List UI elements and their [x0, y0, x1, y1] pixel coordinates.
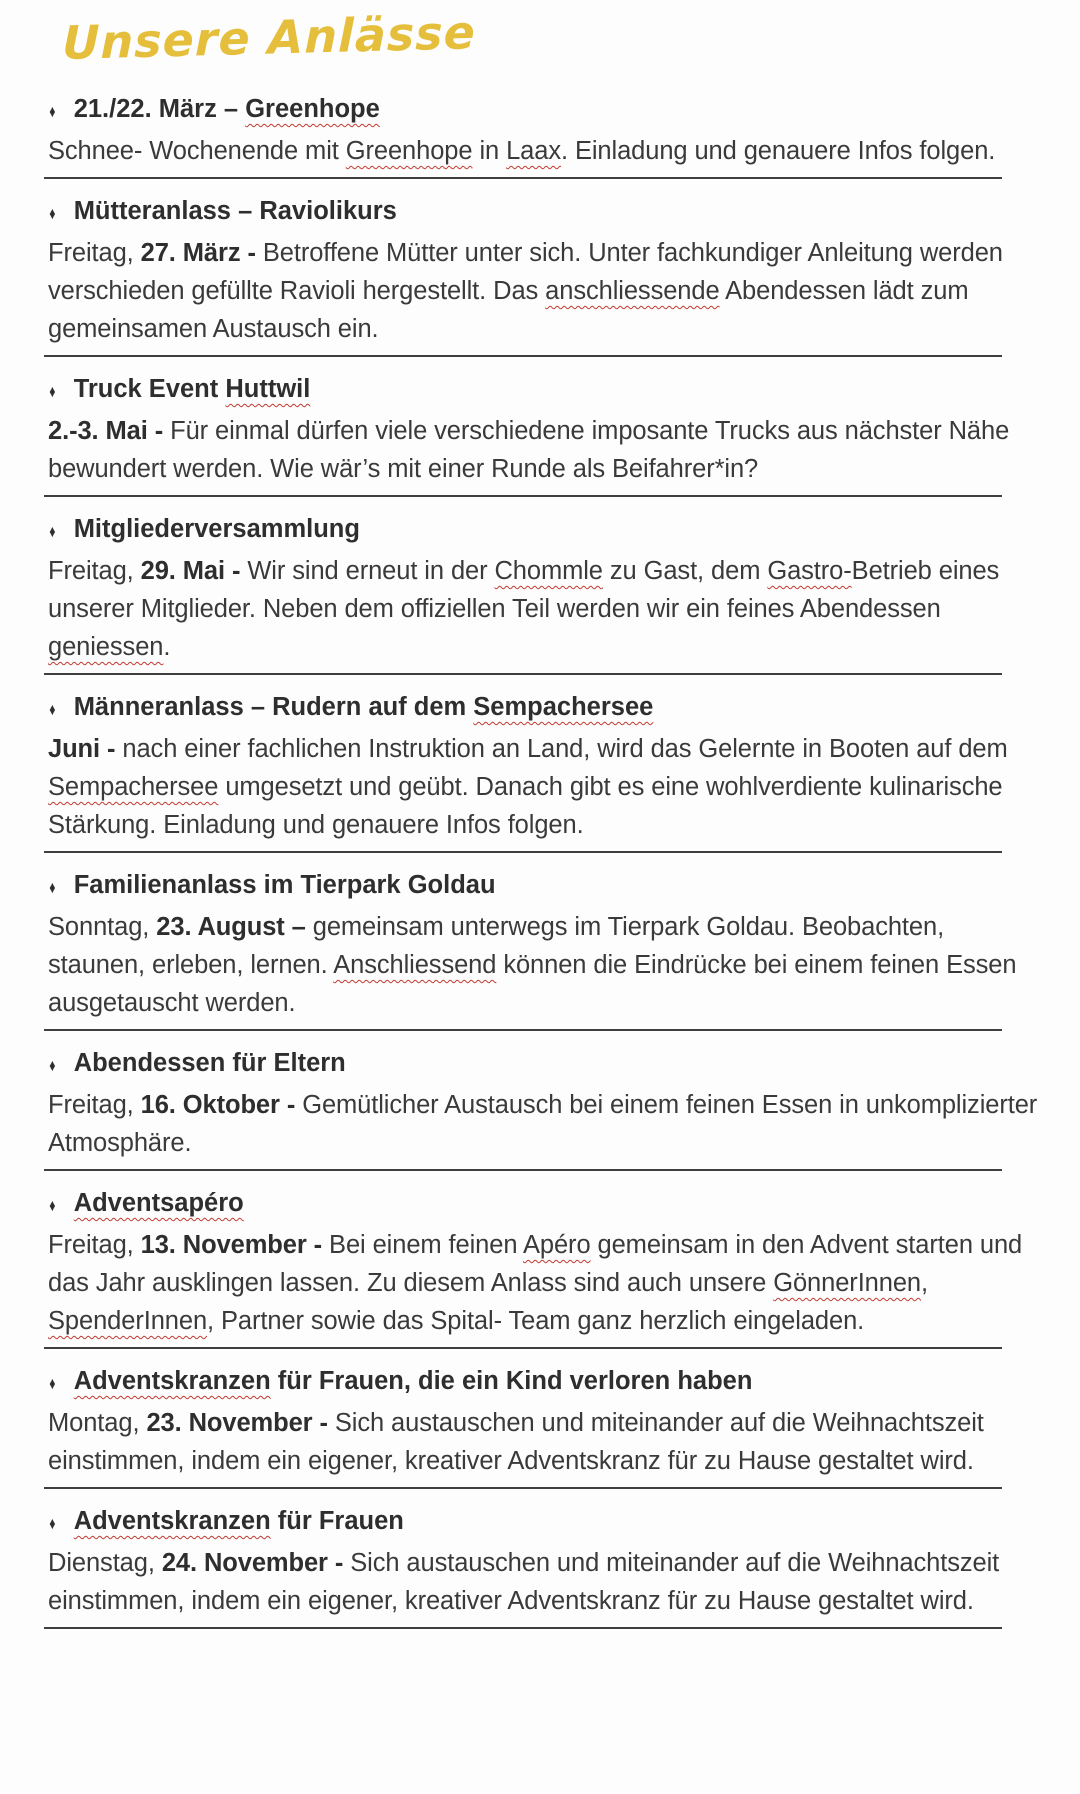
page-title: Unsere Anlässe [62, 5, 477, 71]
text-segment: für Frauen [270, 1507, 404, 1535]
text-segment: Mütteranlass – Raviolikurs [73, 197, 397, 225]
event-title [74, 1502, 404, 1540]
event-description [48, 552, 1046, 666]
section-divider [44, 673, 1002, 675]
event-description [48, 730, 1046, 844]
misspelled-word: Adventskranzen [73, 1367, 271, 1395]
event-item [48, 192, 1046, 357]
event-title [74, 688, 654, 726]
event-description [48, 1086, 1046, 1162]
event-heading [48, 1362, 1046, 1403]
text-segment: Abendessen lädt zum gemeinsamen Austausch ein. [48, 277, 969, 343]
misspelled-word: Adventsapéro [73, 1189, 244, 1217]
misspelled-word: GönnerInnen [773, 1269, 922, 1297]
event-heading [48, 370, 1046, 411]
text-segment: , [921, 1269, 929, 1297]
text-segment: Sich austauschen und miteinander auf die Weihnachtszeit einstimmen, indem ein eigener, kreativer Adventskranz für zu Hause gestaltet wird. [48, 1409, 984, 1475]
misspelled-word: Sempachersee [48, 773, 219, 801]
misspelled-word: Laax [506, 137, 561, 165]
event-heading [48, 1044, 1046, 1085]
event-title [74, 192, 397, 230]
misspelled-word: Apéro [522, 1231, 591, 1259]
event-heading [48, 1184, 1046, 1225]
text-segment: . Einladung und genauere Infos folgen. [560, 137, 996, 165]
section-divider [44, 1627, 1002, 1629]
misspelled-word: Gastro- [767, 557, 852, 585]
text-segment: Montag, [48, 1409, 147, 1437]
text-segment: Bei einem feinen [322, 1231, 523, 1259]
text-segment: Freitag, [48, 239, 141, 267]
misspelled-word: geniessen [48, 633, 164, 661]
event-item [48, 1184, 1046, 1349]
text-segment: Freitag, [48, 1231, 141, 1259]
text-segment: Freitag, [48, 557, 141, 585]
event-item [48, 1362, 1046, 1489]
event-title [74, 370, 311, 408]
event-heading [48, 90, 1046, 131]
misspelled-word: anschliessende [545, 277, 720, 305]
section-divider [44, 851, 1002, 853]
text-segment: Juni - [48, 735, 116, 763]
misspelled-word: SpenderInnen [48, 1307, 208, 1335]
misspelled-word: Sempachersee [473, 693, 654, 721]
event-description [48, 132, 1046, 170]
section-divider [44, 1487, 1002, 1489]
diamond-bullet-icon: ♦ [49, 700, 56, 719]
text-segment: gemeinsam in den Advent starten und das Jahr ausklingen lassen. Zu diesem Anlass sind auch unsere [48, 1231, 1023, 1297]
misspelled-word: Chommle [494, 557, 603, 585]
text-segment: , Partner sowie das Spital- Team ganz herzlich eingeladen. [207, 1307, 865, 1335]
section-divider [44, 1169, 1002, 1171]
event-description [48, 234, 1046, 348]
section-divider [44, 355, 1002, 357]
diamond-bullet-icon: ♦ [49, 522, 56, 541]
text-segment: Betroffene Mütter unter sich. Unter fachkundiger Anleitung werden verschieden gefüllte Ravioli hergestellt. Das [48, 239, 1003, 305]
misspelled-word: Huttwil [225, 375, 311, 403]
misspelled-word: Adventskranzen [73, 1507, 271, 1535]
text-segment: Für einmal dürfen viele verschiedene imposante Trucks aus nächster Nähe bewundert werden. Wie wär’s mit einer Runde als Beifahrer*in? [48, 417, 1010, 483]
event-description [48, 908, 1046, 1022]
text-segment: in [472, 137, 507, 165]
diamond-bullet-icon: ♦ [49, 102, 56, 121]
events-list [48, 90, 1046, 1629]
event-description [48, 412, 1046, 488]
event-item [48, 1502, 1046, 1629]
text-segment: Wir sind erneut in der [240, 557, 495, 585]
text-segment: Abendessen für Eltern [73, 1049, 346, 1077]
diamond-bullet-icon: ♦ [49, 204, 56, 223]
section-divider [44, 177, 1002, 179]
text-segment: Truck Event [73, 375, 226, 403]
event-title [74, 1362, 753, 1400]
text-segment: gemeinsam unterwegs im Tierpark Goldau. Beobachten, staunen, erleben, lernen. [48, 913, 945, 979]
misspelled-word: Greenhope [245, 95, 380, 123]
section-divider [44, 1347, 1002, 1349]
event-title [74, 510, 360, 548]
text-segment: können die Eindrücke bei einem feinen Essen ausgetauscht werden. [48, 951, 1017, 1017]
event-item [48, 90, 1046, 179]
text-segment: Schnee- Wochenende mit [48, 137, 346, 165]
text-segment: Männeranlass – Rudern auf dem [73, 693, 474, 721]
text-segment: 29. Mai - [140, 557, 241, 585]
event-description [48, 1226, 1046, 1340]
diamond-bullet-icon: ♦ [49, 1196, 56, 1215]
event-item [48, 370, 1046, 497]
text-segment: 24. November - [161, 1549, 344, 1577]
text-segment: . [163, 633, 171, 661]
text-segment: 13. November - [140, 1231, 323, 1259]
diamond-bullet-icon: ♦ [49, 1374, 56, 1393]
event-title [74, 1044, 346, 1082]
diamond-bullet-icon: ♦ [49, 1056, 56, 1075]
event-title [74, 866, 496, 904]
diamond-bullet-icon: ♦ [49, 1514, 56, 1533]
event-item [48, 866, 1046, 1031]
text-segment: zu Gast, dem [602, 557, 768, 585]
diamond-bullet-icon: ♦ [49, 382, 56, 401]
text-segment: Mitgliederversammlung [73, 515, 360, 543]
text-segment: Freitag, [48, 1091, 141, 1119]
misspelled-word: Greenhope [345, 137, 473, 165]
event-heading [48, 688, 1046, 729]
text-segment: 23. August – [156, 913, 306, 941]
event-heading [48, 866, 1046, 907]
text-segment: 27. März - [140, 239, 256, 267]
text-segment: Sonntag, [48, 913, 157, 941]
text-segment: Dienstag, [48, 1549, 162, 1577]
text-segment: nach einer fachlichen Instruktion an Land, wird das Gelernte in Booten auf dem [115, 735, 1008, 763]
text-segment: 2.-3. Mai - [48, 417, 164, 445]
event-item [48, 1044, 1046, 1171]
text-segment: Sich austauschen und miteinander auf die Weihnachtszeit einstimmen, indem ein eigener, kreativer Adventskranz für zu Hause gestaltet wird. [48, 1549, 1000, 1615]
text-segment: Gemütlicher Austausch bei einem feinen Essen in unkomplizierter Atmosphäre. [48, 1091, 1038, 1157]
event-item [48, 510, 1046, 675]
text-segment: Betrieb eines unserer Mitglieder. Neben dem offiziellen Teil werden wir ein feines Abendessen [48, 557, 1000, 623]
text-segment: 16. Oktober - [140, 1091, 296, 1119]
text-segment: 21./22. März – [73, 95, 246, 123]
event-description [48, 1544, 1046, 1620]
event-description [48, 1404, 1046, 1480]
event-heading [48, 1502, 1046, 1543]
text-segment: 23. November - [146, 1409, 328, 1437]
section-divider [44, 495, 1002, 497]
text-segment: Familienanlass im Tierpark Goldau [73, 871, 496, 899]
event-title [74, 90, 380, 128]
diamond-bullet-icon: ♦ [49, 878, 56, 897]
event-heading [48, 192, 1046, 233]
text-segment: für Frauen, die ein Kind verloren haben [270, 1367, 753, 1395]
misspelled-word: Anschliessend [333, 951, 497, 979]
section-divider [44, 1029, 1002, 1031]
text-segment: umgesetzt und geübt. Danach gibt es eine wohlverdiente kulinarische Stärkung. Einladung und genauere Infos folgen. [48, 773, 1003, 839]
event-heading [48, 510, 1046, 551]
event-item [48, 688, 1046, 853]
event-title [74, 1184, 244, 1222]
